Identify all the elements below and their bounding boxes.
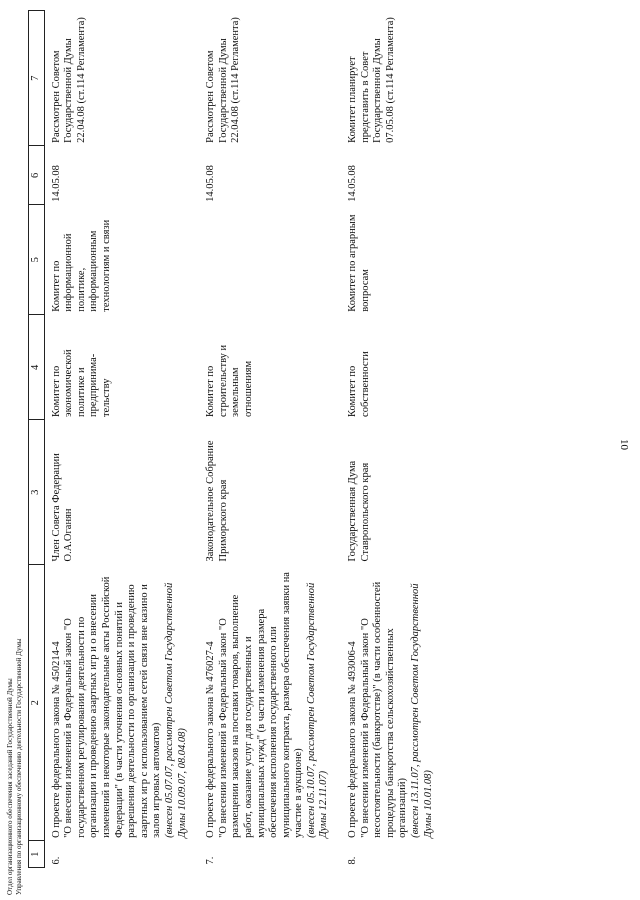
footer [6, 639, 24, 895]
row-number: 8. [347, 856, 359, 865]
bill-body: "О внесении изменений в Федеральный закон "О размещении заказов на поставки товаров, выполнение работ, оказание услуг для государственных и муниципальных нужд" (в части изменения размера обеспечения исполнения государственного или муниципального контракта, размера обеспечения заявки на участие в аукционе) [217, 572, 305, 838]
review-date: 14.05.08 [50, 165, 62, 202]
row-number: 7. [205, 856, 217, 865]
bill-description [44, 565, 199, 841]
co-committee: Комитет по аграрным вопросам [347, 214, 371, 312]
bill-note: (внесен 05.07.07, рассмотрен Советом Государственной Думы 10.09.07, 08.04.08) [163, 582, 188, 838]
header-col-2: 2 [29, 565, 45, 841]
table-row [44, 11, 199, 868]
lead-committee: Комитет по строительству и земельным отношениям [205, 344, 254, 417]
page-number [618, 430, 630, 460]
footer-line-1: Отдел организационного обеспечения заседаний Государственной Думы [6, 678, 14, 895]
bill-title: О проекте федерального закона № 476027-4 [205, 641, 217, 838]
bill-note: (внесен 13.11.07, рассмотрен Советом Государственной Думы 10.01.08) [410, 583, 434, 838]
lead-committee: Комитет по собственности [347, 351, 371, 417]
bill-title: О проекте федерального закона № 493006-4 [347, 641, 359, 838]
header-col-1: 1 [29, 841, 45, 868]
review-date: 14.05.08 [347, 165, 359, 202]
bill-status: Рассмотрен Советом Государственной Думы 22.04.08 (ст.114 Регламента) [50, 17, 87, 143]
bill-author: Член Совета Федерации О.А.Оганян [50, 453, 75, 562]
header-col-3: 3 [29, 420, 45, 565]
table-header-row [29, 11, 45, 868]
bill-body: "О внесении изменений в Федеральный закон "О государственном регулировании деятельности по организации и проведению азартных игр и о внесении изменений в некоторые законодательные акты Российской Федерации" (в части уточнения основных понятий и разрешения деятельности по организации и проведению азартных игр с использованием сетей связи вне казино и залов игровых автоматов) [63, 576, 163, 838]
bill-description [199, 565, 341, 841]
bill-author: Законодательное Собрание Приморского края [205, 440, 229, 562]
review-date: 14.05.08 [205, 165, 217, 202]
bill-description [341, 565, 445, 841]
footer-line-2: Управления по организационному обеспечению деятельности Государственной Думы [15, 638, 23, 895]
lead-committee: Комитет по экономической политике и предпринима-тельству [50, 349, 112, 417]
bill-status: Комитет планирует представить в Совет Государственной Думы 07.05.08 (ст.114 Регламента) [347, 17, 396, 143]
bill-note: (внесен 05.10.07, рассмотрен Советом Государственной Думы 12.11.07) [305, 582, 330, 838]
header-col-4: 4 [29, 315, 45, 420]
bills-table [28, 10, 445, 868]
bill-author: Государственная Дума Ставропольского края [347, 460, 371, 562]
co-committee [199, 205, 341, 315]
page-number-text: 10 [618, 439, 630, 451]
table-row [199, 11, 341, 868]
bill-body: "О внесении изменений в Федеральный закон "О несостоятельности (банкротстве)" (в части особенностей процедуры банкротства сельскохозяйственных организаций) [359, 581, 409, 838]
header-col-5: 5 [29, 205, 45, 315]
co-committee: Комитет по информационной политике, информационным технологиям и связи [50, 219, 112, 312]
bill-title: О проекте федерального закона № 450214-4 [50, 641, 62, 838]
header-col-6: 6 [29, 146, 45, 205]
row-number: 6. [50, 856, 62, 865]
table-row [341, 11, 445, 868]
header-col-7: 7 [29, 11, 45, 146]
bill-status: Рассмотрен Советом Государственной Думы 22.04.08 (ст.114 Регламента) [205, 17, 242, 143]
